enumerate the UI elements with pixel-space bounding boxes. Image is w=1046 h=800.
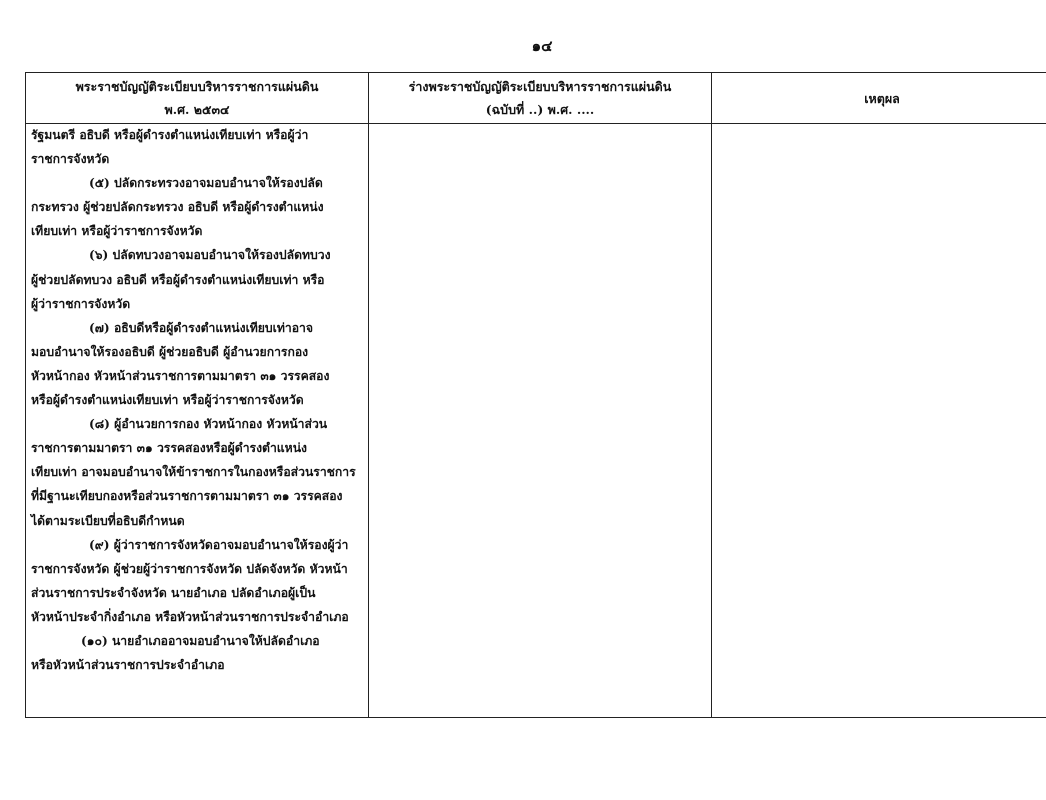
text-line: หัวหน้าประจำกิ่งอำเภอ หรือหัวหน้าส่วนราชการประจำอำเภอ — [31, 609, 349, 624]
text-line: ผู้ว่าราชการจังหวัด — [31, 296, 131, 311]
text-line: ส่วนราชการประจำจังหวัด นายอำเภอ ปลัดอำเภอผู้เป็น — [31, 585, 316, 600]
text-line: หรือผู้ดำรงตำแหน่งเทียบเท่า หรือผู้ว่าราชการจังหวัด — [31, 393, 304, 408]
text-line: ที่มีฐานะเทียบกองหรือส่วนราชการตามมาตรา ๓๑ วรรคสอง — [31, 489, 343, 504]
header-title: ร่างพระราชบัญญัติระเบียบบริหารราชการแผ่นดิน — [408, 79, 672, 94]
text-line: เทียบเท่า หรือผู้ว่าราชการจังหวัด — [31, 224, 203, 239]
text-line: เทียบเท่า อาจมอบอำนาจให้ข้าราชการในกองหรือส่วนราชการ — [31, 465, 356, 480]
text-line: ราชการจังหวัด ผู้ช่วยผู้ว่าราชการจังหวัด ปลัดจังหวัด หัวหน้า — [31, 561, 348, 576]
column-header-reasons — [712, 73, 1046, 123]
text-line: ผู้ช่วยปลัดทบวง อธิบดี หรือผู้ดำรงตำแหน่งเทียบเท่า หรือ — [31, 272, 325, 287]
column-current-act-text — [31, 123, 366, 677]
text-line: ได้ตามระเบียบที่อธิบดีกำหนด — [31, 513, 185, 528]
clause-5: (๕) ปลัดกระทรวงอาจมอบอำนาจให้รองปลัด — [89, 176, 323, 191]
column-header-current-act — [26, 73, 368, 123]
text-line: หรือหัวหน้าส่วนราชการประจำอำเภอ — [31, 658, 225, 673]
text-line: หัวหน้ากอง หัวหน้าส่วนราชการตามมาตรา ๓๑ วรรคสอง — [31, 368, 330, 383]
text-line: ราชการตามมาตรา ๓๑ วรรคสองหรือผู้ดำรงตำแหน่ง — [31, 441, 307, 456]
text-line: กระทรวง ผู้ช่วยปลัดกระทรวง อธิบดี หรือผู้ดำรงตำแหน่ง — [31, 200, 324, 215]
header-year: (ฉบับที่ ..) พ.ศ. .... — [485, 102, 595, 117]
header-title: เหตุผล — [864, 90, 900, 106]
header-year: พ.ศ. ๒๕๓๔ — [164, 102, 230, 117]
text-line: รัฐมนตรี อธิบดี หรือผู้ดำรงตำแหน่งเทียบเท่า หรือผู้ว่า — [31, 128, 309, 142]
text-line: มอบอำนาจให้รองอธิบดี ผู้ช่วยอธิบดี ผู้อำนวยการกอง — [31, 344, 309, 359]
clause-7: (๗) อธิบดีหรือผู้ดำรงตำแหน่งเทียบเท่าอาจ — [89, 320, 313, 335]
column-divider — [711, 73, 712, 717]
clause-8: (๘) ผู้อำนวยการกอง หัวหน้ากอง หัวหน้าส่วน — [89, 417, 328, 432]
clause-6: (๖) ปลัดทบวงอาจมอบอำนาจให้รองปลัดทบวง — [89, 248, 331, 263]
comparison-table — [25, 72, 1046, 718]
clause-9: (๙) ผู้ว่าราชการจังหวัดอาจมอบอำนาจให้รองผู้ว่า — [89, 537, 349, 552]
header-title: พระราชบัญญัติระเบียบบริหารราชการแผ่นดิน — [75, 79, 319, 94]
text-line: ราชการจังหวัด — [31, 152, 110, 167]
clause-10: (๑๐) นายอำเภออาจมอบอำนาจให้ปลัดอำเภอ — [81, 633, 320, 648]
page-number: ๑๔ — [531, 37, 553, 55]
column-divider — [368, 73, 369, 717]
column-header-draft-act — [369, 73, 711, 123]
